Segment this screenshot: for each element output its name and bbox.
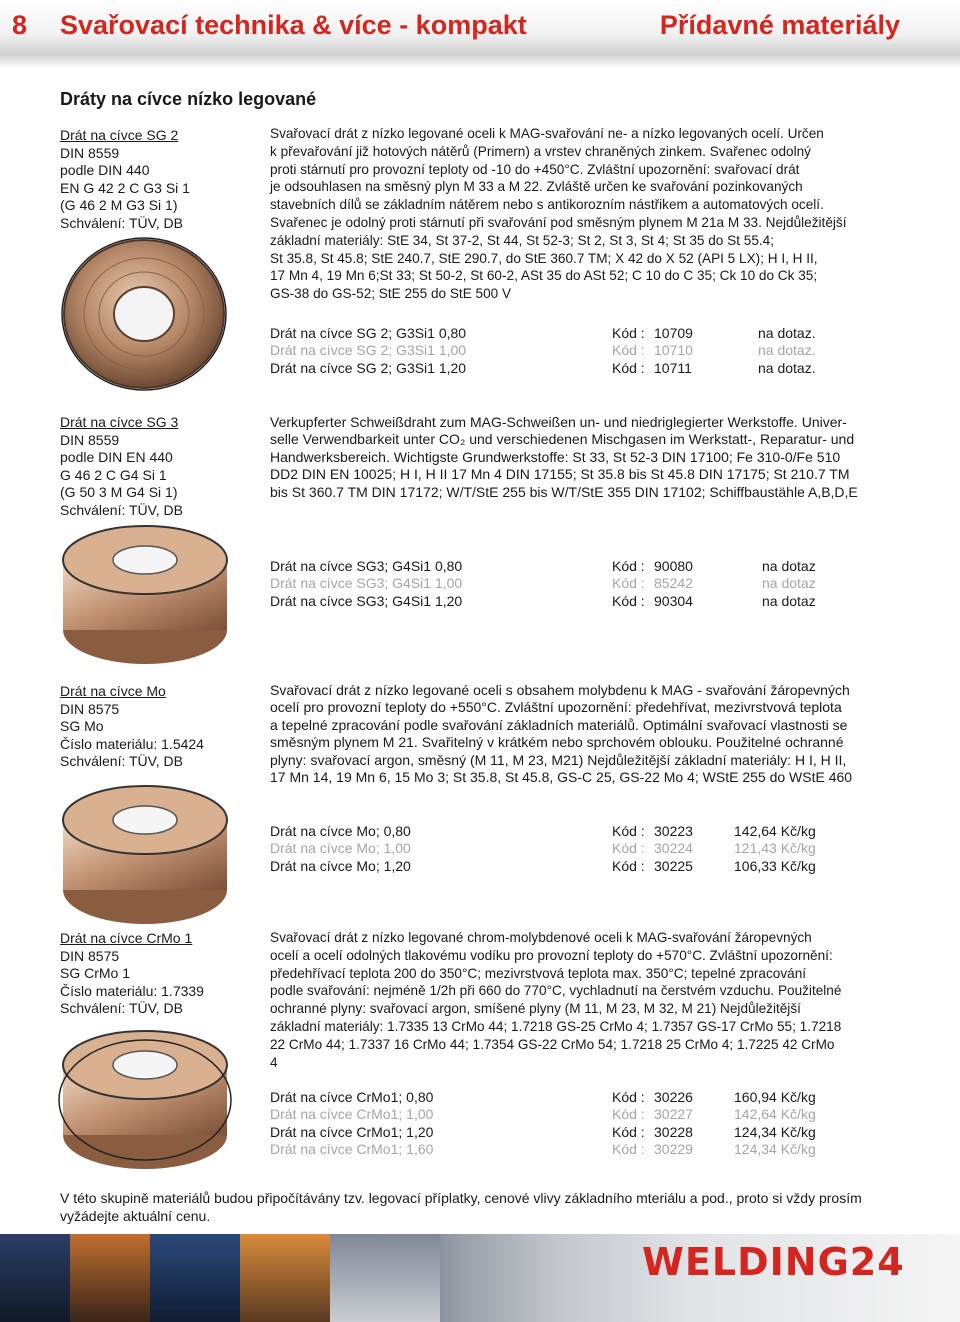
order-code-label: Kód : xyxy=(612,558,645,574)
spec-line: SG Mo xyxy=(60,718,104,734)
welding24-logo: WELDING24 xyxy=(642,1240,905,1284)
desc-line: základní materiály: StE 34, St 37-2, St 44, St 52-3; St 2, St 3, St 4; St 35 do St 55.4; xyxy=(270,232,774,248)
order-code-label: Kód : xyxy=(612,342,645,359)
product-name: Drát na cívce CrMo 1 xyxy=(60,930,193,946)
desc-line: ocelí a ocelí odolných tlakovému vodíku pro provozní teploty do +570°C. Zvláštní upozornění: xyxy=(270,947,833,963)
order-code-label: Kód : xyxy=(612,1123,645,1140)
desc-line: bis St 360.7 TM DIN 17172; W/T/StE 255 bis W/T/StE 355 DIN 17102; Schiffbaustähle A,B,D,E xyxy=(270,483,858,500)
banner-photo xyxy=(330,1234,440,1322)
product-sg3-specs xyxy=(60,414,183,519)
order-name: Drát na cívce SG3; G4Si1 1,20 xyxy=(270,592,463,609)
order-name: Drát na cívce Mo; 1,20 xyxy=(270,857,411,874)
desc-line: k převařování již hotových nátěrů (Primern) a vrstev chraněných zinkem. Svařenec odolný xyxy=(270,143,811,159)
product-sg3-description xyxy=(270,414,895,501)
spec-line: Číslo materiálu: 1.7339 xyxy=(60,982,204,999)
spec-line: Schválení: TÜV, DB xyxy=(60,1000,183,1016)
desc-line: stavebních dílů se základním nátěrem nebo s antikorozním nástřikem a automatových ocelí. xyxy=(270,197,824,213)
order-code: 10710 xyxy=(654,342,693,359)
page-header xyxy=(0,0,960,57)
spec-line: EN G 42 2 C G3 Si 1 xyxy=(60,179,190,196)
order-code: 30227 xyxy=(654,1106,693,1123)
order-code: 90304 xyxy=(654,592,693,609)
desc-line: Svařenec je odolný proti stárnutí při svařování pod směsným plynem M 21a M 33. Nejdůležitější xyxy=(270,214,847,230)
product-name: Drát na cívce SG 3 xyxy=(60,414,179,430)
order-price: 124,34 Kč/kg xyxy=(734,1141,816,1158)
spec-line: (G 50 3 M G4 Si 1) xyxy=(60,484,178,500)
desc-line: ochranné plyny: svařovací argon, smíšené plyny (M 11, M 23, M 32, M 21) Nejdůležitější xyxy=(270,1001,801,1017)
spec-line: G 46 2 C G4 Si 1 xyxy=(60,466,167,483)
order-code: 30224 xyxy=(654,840,693,857)
order-price: na dotaz xyxy=(762,558,816,574)
order-code: 90080 xyxy=(654,558,693,574)
spec-line: DIN 8575 xyxy=(60,700,120,717)
order-code: 10711 xyxy=(654,359,692,376)
desc-line: je odsouhlasen na směsný plyn M 33 a M 22. Zvláště určen ke svařování pozinkovaných xyxy=(270,179,803,195)
banner-photo xyxy=(240,1234,330,1322)
desc-line: Svařovací drát z nízko legované chrom-molybdenové oceli k MAG-svařování žáropevných xyxy=(270,930,812,945)
product-crmo1-specs xyxy=(60,930,204,1018)
wire-coil-image xyxy=(55,1025,235,1175)
banner-photo xyxy=(150,1234,240,1322)
header-shadow xyxy=(0,56,960,68)
order-name: Drát na cívce CrMo1; 1,00 xyxy=(270,1106,434,1123)
order-price: 106,33 Kč/kg xyxy=(734,857,816,874)
category-title: Přídavné materiály xyxy=(659,10,900,40)
order-price: 142,64 Kč/kg xyxy=(734,823,816,839)
order-price: na dotaz. xyxy=(758,359,816,376)
order-code-label: Kód : xyxy=(612,359,645,376)
order-code-label: Kód : xyxy=(612,823,645,839)
desc-line: 22 CrMo 44; 1.7337 16 CrMo 44; 1.7354 GS-22 CrMo 54; 1.7218 25 CrMo 4; 1.7225 42 CrMo xyxy=(270,1036,835,1052)
desc-line: plyny: svařovací argon, směsný (M 11, M 23, M21) Nejdůležitější základní materiály: H I, H II, xyxy=(270,751,847,768)
desc-line: selle Verwendbarkeit unter CO₂ und verschiedenen Mischgasen im Werkstatt-, Reparatur- und xyxy=(270,431,855,448)
order-code-label: Kód : xyxy=(612,575,645,592)
order-name: Drát na cívce Mo; 1,00 xyxy=(270,840,411,857)
desc-line: Svařovací drát z nízko legované oceli s obsahem molybdenu k MAG - svařování žáropevných xyxy=(270,682,850,698)
desc-line: 17 Mn 14, 19 Mn 6, 15 Mo 3; St 35.8, St 45.8, GS-C 25, GS-22 Mo 4; WStE 255 do WStE 460 xyxy=(270,769,853,786)
order-price: na dotaz xyxy=(762,592,816,609)
desc-line: předehřívací teplota 200 do 350°C; mezivrstvová teplota max. 350°C; tepelné zpracování xyxy=(270,965,807,981)
order-code: 10709 xyxy=(654,325,693,341)
banner-photo xyxy=(0,1234,70,1322)
order-name: Drát na cívce SG3; G4Si1 1,00 xyxy=(270,575,463,592)
desc-line: základní materiály: 1.7335 13 CrMo 44; 1.7218 GS-25 CrMo 4; 1.7357 GS-17 CrMo 55; 1.7218 xyxy=(270,1018,842,1034)
spec-line: (G 46 2 M G3 Si 1) xyxy=(60,197,178,213)
desc-line: směsným plynem M 21. Svařitelný v krátkém nebo sprchovém oblouku. Použitelné ochranné xyxy=(270,734,844,751)
order-code-label: Kód : xyxy=(612,1089,645,1105)
product-name: Drát na cívce Mo xyxy=(60,683,166,699)
order-price: na dotaz. xyxy=(758,342,816,359)
spec-line: DIN 8559 xyxy=(60,144,120,161)
desc-line: podle svařování: nejméně 1/2h při 660 do 770°C, vychladnutí na čerstvém vzduchu. Použitelné xyxy=(270,983,842,999)
product-crmo1-description xyxy=(270,929,895,1071)
spec-line: Schválení: TÜV, DB xyxy=(60,753,183,769)
order-price: na dotaz. xyxy=(758,325,816,341)
order-code-label: Kód : xyxy=(612,1106,645,1123)
order-price: 142,64 Kč/kg xyxy=(734,1106,816,1123)
wire-coil-image xyxy=(55,780,235,930)
order-price: 124,34 Kč/kg xyxy=(734,1123,816,1140)
order-code-label: Kód : xyxy=(612,592,645,609)
order-name: Drát na cívce SG 2; G3Si1 1,00 xyxy=(270,342,467,359)
desc-line: DD2 DIN EN 10025; H I, H II 17 Mn 4 DIN 17155; St 35.8 bis St 45.8 DIN 17175; St 210.7 TM xyxy=(270,466,850,483)
order-code: 30229 xyxy=(654,1141,693,1158)
desc-line: proti stárnutí pro provozní teploty od -10 do +450°C. Zvláštní upozornění: svařovací drát xyxy=(270,161,800,177)
desc-line: St 35.8, St 45.8; StE 240.7, StE 290.7, do StE 360.7 TM; X 42 do X 52 (API 5 LX); H I, H II, xyxy=(270,250,818,266)
order-code: 30226 xyxy=(654,1089,693,1105)
order-code: 30223 xyxy=(654,823,693,839)
product-mo-description xyxy=(270,682,895,786)
catalog-title: Svařovací technika & více - kompakt xyxy=(60,10,527,40)
desc-line: ocelí pro provozní teploty do +550°C. Zvláštní upozornění: předehřívat, mezivrstvová teplota xyxy=(270,699,842,716)
order-code: 30225 xyxy=(654,857,693,874)
spec-line: SG CrMo 1 xyxy=(60,965,131,981)
order-price: 160,94 Kč/kg xyxy=(734,1089,816,1105)
section-title: Dráty na cívce nízko legované xyxy=(60,89,317,109)
spec-line: DIN 8575 xyxy=(60,947,120,964)
order-code: 30228 xyxy=(654,1123,693,1140)
desc-line: Verkupferter Schweißdraht zum MAG-Schweißen un- und niedriglegierter Werkstoffe. Univer- xyxy=(270,414,847,430)
order-code: 85242 xyxy=(654,575,693,592)
product-sg2-description xyxy=(270,125,895,303)
order-name: Drát na cívce SG 2; G3Si1 1,20 xyxy=(270,359,467,376)
order-name: Drát na cívce CrMo1; 1,20 xyxy=(270,1123,434,1140)
desc-line: 4 xyxy=(270,1054,278,1070)
spec-line: podle DIN 440 xyxy=(60,162,150,178)
order-name: Drát na cívce Mo; 0,80 xyxy=(270,823,411,839)
order-price: na dotaz xyxy=(762,575,816,592)
pricing-footnote: V této skupině materiálů budou připočítávány tzv. legovací příplatky, cenové vlivy základního mteriálu a pod., proto si vždy prosím vyžádejte aktuální cenu. xyxy=(60,1190,862,1224)
wire-coil-image xyxy=(55,520,235,670)
order-name: Drát na cívce CrMo1; 0,80 xyxy=(270,1089,434,1105)
order-code-label: Kód : xyxy=(612,840,645,857)
order-code-label: Kód : xyxy=(612,325,645,341)
order-name: Drát na cívce CrMo1; 1,60 xyxy=(270,1141,434,1158)
wire-coil-image xyxy=(58,222,230,394)
desc-line: a tepelné zpracování podle svařování základních materiálů. Optimální svařovací vlastnosti se xyxy=(270,716,848,733)
desc-line: Handwerksbereich. Wichtigste Grundwerkstoffe: St 33, St 52-3 DIN 17100; Fe 310-0/Fe 510 xyxy=(270,448,841,465)
order-price: 121,43 Kč/kg xyxy=(734,840,816,857)
desc-line: Svařovací drát z nízko legované oceli k MAG-svařování ne- a nízko legovaných ocelí. Určen xyxy=(270,126,824,141)
spec-line: Schválení: TÜV, DB xyxy=(60,501,183,518)
spec-line: DIN 8559 xyxy=(60,431,120,448)
order-code-label: Kód : xyxy=(612,857,645,874)
desc-line: GS-38 do GS-52; StE 255 do StE 500 V xyxy=(270,286,512,302)
spec-line: Schválení: TÜV, DB xyxy=(60,214,183,231)
order-name: Drát na cívce SG 2; G3Si1 0,80 xyxy=(270,325,467,341)
order-code-label: Kód : xyxy=(612,1141,645,1158)
banner-photo xyxy=(70,1234,150,1322)
spec-line: podle DIN EN 440 xyxy=(60,449,173,465)
order-name: Drát na cívce SG3; G4Si1 0,80 xyxy=(270,558,463,574)
spec-line: Číslo materiálu: 1.5424 xyxy=(60,735,204,752)
desc-line: 17 Mn 4, 19 Mn 6;St 33; St 50-2, St 60-2, ASt 35 do ASt 52; C 10 do C 35; Ck 10 do Ck 35; xyxy=(270,268,818,284)
product-name: Drát na cívce SG 2 xyxy=(60,127,179,143)
page-number: 8 xyxy=(12,10,28,40)
product-mo-specs xyxy=(60,683,204,771)
product-sg2-specs xyxy=(60,127,190,232)
